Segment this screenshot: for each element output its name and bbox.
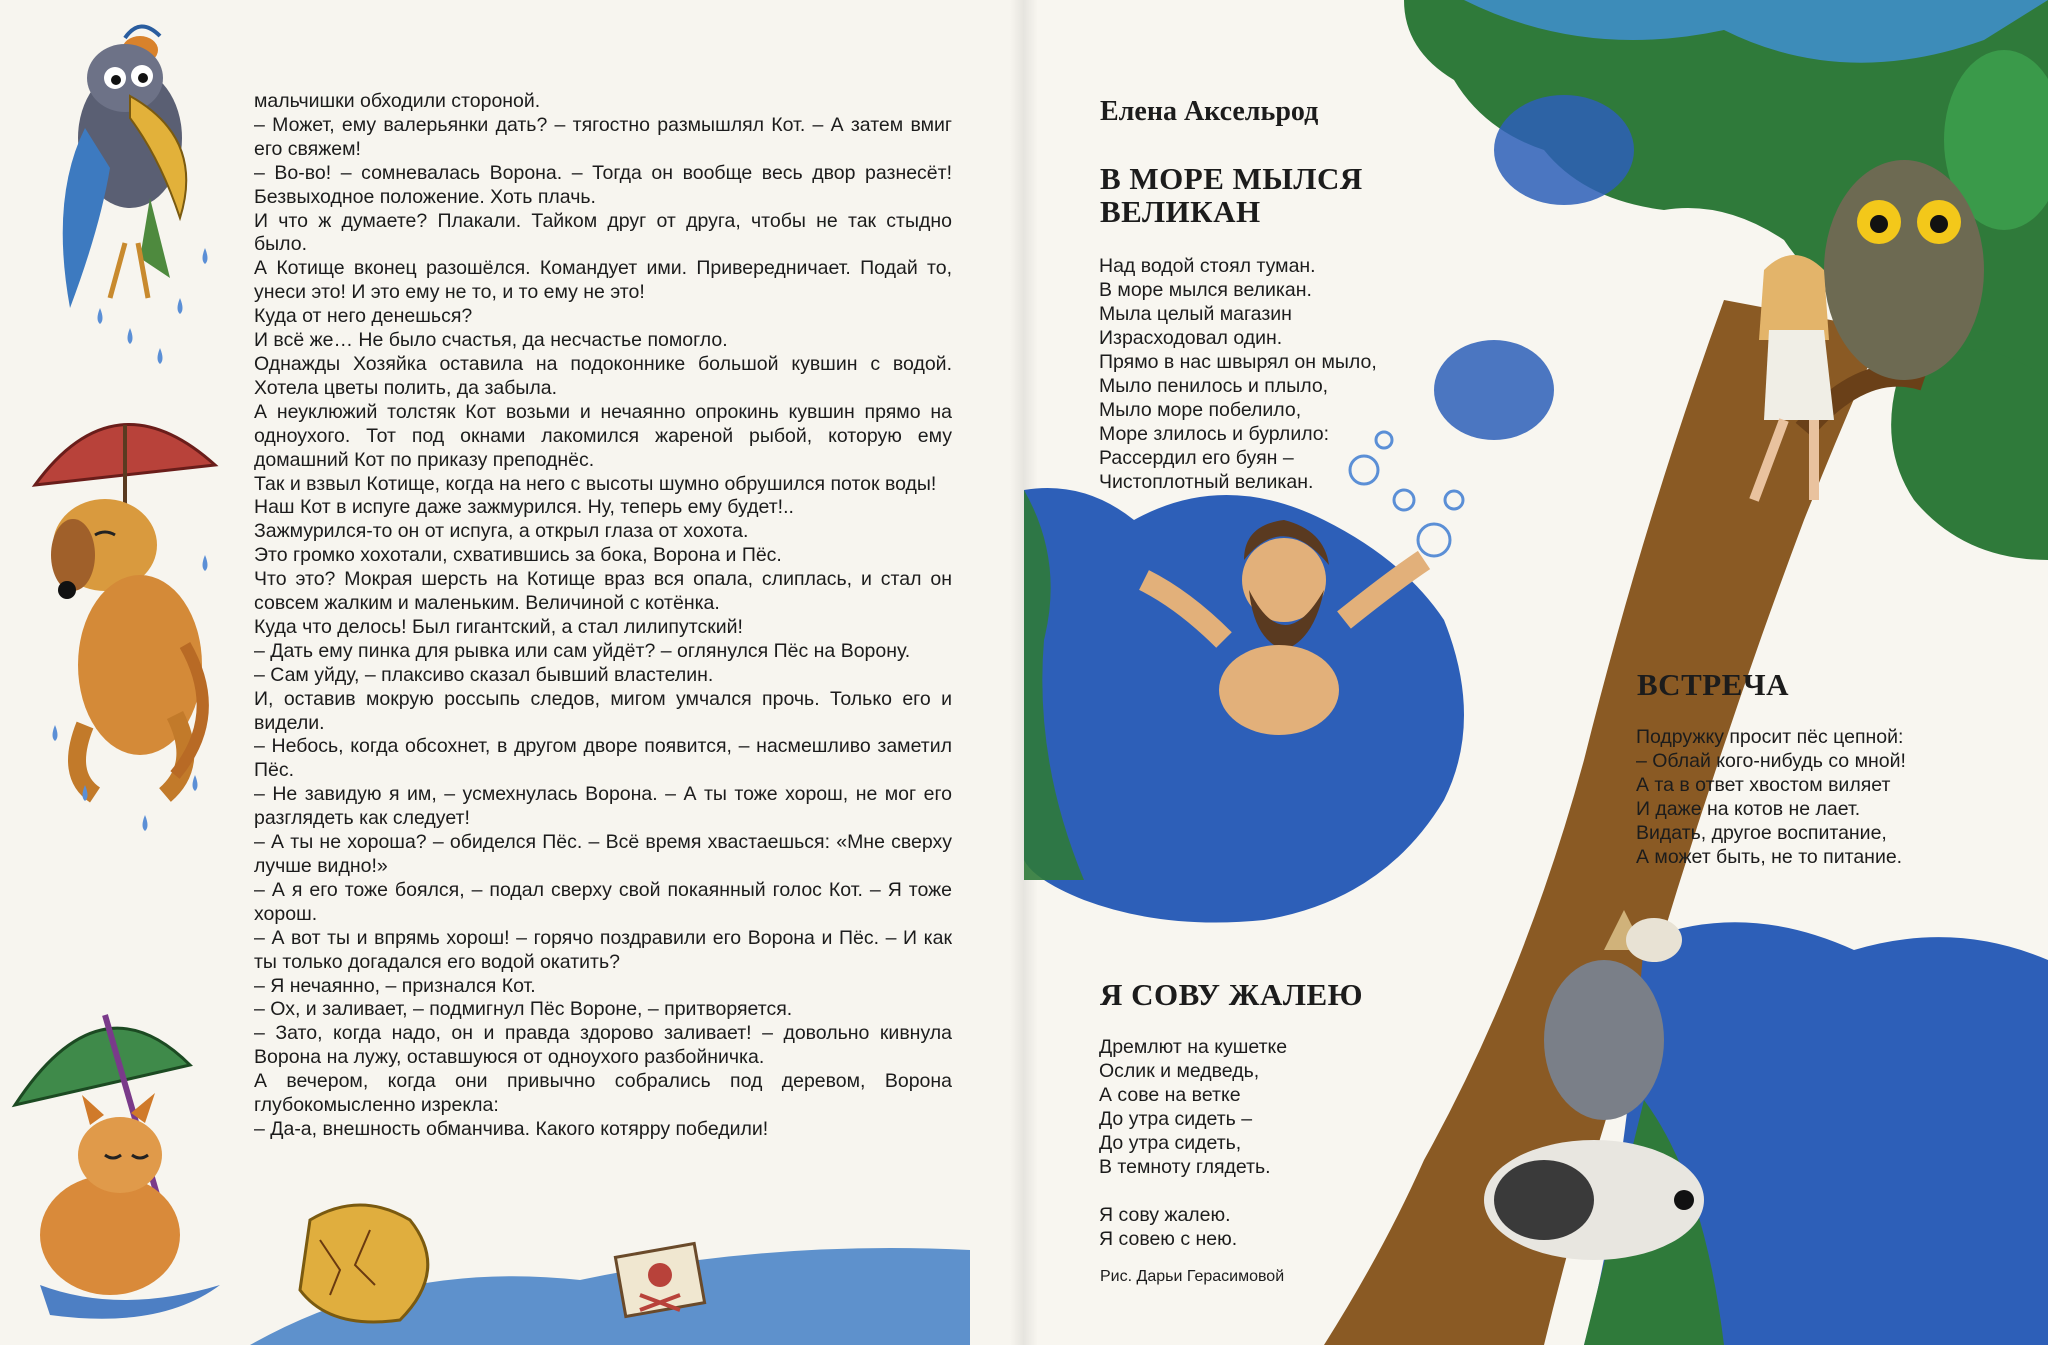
paragraph: – А ты не хороша? – обиделся Пёс. – Всё время хвастаешься: «Мне сверху лучше видно!»: [254, 831, 952, 877]
paragraph: – А я его тоже боялся, – подал сверху свой покаянный голос Кот. – Я тоже хорош.: [254, 878, 952, 925]
paragraph: Куда что делось! Был гигантский, а стал лилипутский!: [254, 615, 743, 638]
poem-text: [1636, 725, 1906, 869]
paragraph: Зажмурился-то он от испуга, а открыл глаза от хохота.: [254, 520, 749, 543]
paragraph: – А вот ты и впрямь хорош! – горячо поздравили его Ворона и Пёс. – И как ты только догадался его водой окатить?: [254, 926, 952, 973]
author-name: Елена Аксельрод: [1100, 96, 1319, 127]
poem-text: [1099, 1035, 1287, 1251]
poem-title: В МОРЕ МЫЛСЯ ВЕЛИКАН: [1100, 161, 1363, 229]
poem-line: А может быть, не то питание.: [1636, 846, 1903, 868]
paragraph: Это громко хохотали, схватившись за бока, Ворона и Пёс.: [254, 544, 782, 567]
illustrator-credit: Рис. Дарьи Герасимовой: [1100, 1268, 1285, 1285]
poem-line: Море злилось и бурлило:: [1099, 423, 1330, 445]
poem-line: Дремлют на кушетке: [1099, 1036, 1288, 1058]
poem-line: В море мылся великан.: [1099, 279, 1312, 301]
paragraph: – Да-а, внешность обманчива. Какого котярру победили!: [254, 1117, 769, 1140]
poem-line: Видать, другое воспитание,: [1636, 822, 1887, 844]
poem-line: Ослик и медведь,: [1099, 1060, 1260, 1082]
poem-line: Мыла целый магазин: [1099, 303, 1292, 325]
paragraph: – Небось, когда обсохнет, в другом дворе появится, – насмешливо заметил Пёс.: [254, 735, 952, 782]
paragraph: Однажды Хозяйка оставила на подоконнике большой кувшин с водой. Хотела цветы полить, да забыла.: [254, 352, 952, 399]
poem-line: Прямо в нас швырял он мыло,: [1099, 351, 1377, 373]
paragraph: Так и взвыл Котище, когда на него с высоты шумно обрушился поток воды!: [254, 472, 937, 495]
paragraph: А вечером, когда они привычно собрались под деревом, Ворона глубокомысленно изрекла:: [254, 1070, 952, 1117]
poem-line: А сове на ветке: [1099, 1084, 1241, 1106]
paragraph: – Дать ему пинка для рывка или сам уйдёт? – оглянулся Пёс на Ворону.: [254, 639, 911, 662]
poem-line: Я совею с нею.: [1099, 1228, 1238, 1250]
paragraph: – Не завидую я им, – усмехнулась Ворона. – А ты тоже хорош, не мог его разглядеть как следует!: [254, 783, 952, 830]
cat-with-umbrella-illustration: [10, 985, 230, 1335]
paragraph: А Котище вконец разошёлся. Командует ими. Привередничает. Подай то, унеси это! И это ему не то, и то ему не это!: [254, 257, 952, 304]
poem-line: Над водой стоял туман.: [1099, 255, 1316, 277]
spilled-jug-illustration: [250, 1180, 970, 1345]
poem-line: Я сову жалею.: [1099, 1204, 1231, 1226]
paragraph: – Во-во! – сомневалась Ворона. – Тогда он вообще весь двор разнесёт! Безвыходное положение. Хоть плачь.: [254, 161, 952, 208]
poem-line: И даже на котов не лает.: [1636, 798, 1861, 820]
poem-line: – Облай кого-нибудь со мной!: [1636, 750, 1906, 772]
paragraph: Куда от него денешься?: [254, 305, 473, 328]
crow-illustration: [30, 8, 230, 378]
dog-with-umbrella-illustration: [25, 395, 225, 835]
poem-line: А та в ответ хвостом виляет: [1636, 774, 1891, 796]
poem-line: В темноту глядеть.: [1099, 1156, 1271, 1178]
paragraph: – Ох, и заливает, – подмигнул Пёс Вороне, – притворяется.: [254, 998, 793, 1021]
poem-line: Мыло пенилось и плыло,: [1099, 375, 1329, 397]
poem-line: Мыло море побелило,: [1099, 399, 1302, 421]
paragraph: Что это? Мокрая шерсть на Котище враз вся опала, слиплась, и стал он совсем жалким и маленьким. Величиной с котёнка.: [254, 568, 952, 615]
paragraph: – Сам уйду, – плаксиво сказал бывший властелин.: [254, 663, 714, 686]
paragraph: Наш Кот в испуге даже зажмурился. Ну, теперь ему будет!..: [254, 496, 794, 519]
stanza-gap: [1099, 1179, 1287, 1203]
poem-line: До утра сидеть,: [1099, 1132, 1242, 1154]
paragraph: – Я нечаянно, – признался Кот.: [254, 974, 536, 997]
paragraph: И всё же… Не было счастья, да несчастье помогло.: [254, 329, 728, 352]
paragraph: – Зато, когда надо, он и правда здорово заливает! – довольно кивнула Ворона на лужу, оставшуюся от одноухого разбойничка.: [254, 1022, 952, 1069]
poem-title: Я СОВУ ЖАЛЕЮ: [1100, 977, 1364, 1012]
poem-line: Подружку просит пёс цепной:: [1636, 726, 1904, 748]
paragraph: А неуклюжий толстяк Кот возьми и нечаянно опрокинь кувшин прямо на одноухого. Тот под окнами лакомился жареной рыбой, которую ему домашний Кот по приказу преподнёс.: [254, 400, 952, 471]
poem-title: ВСТРЕЧА: [1637, 667, 1789, 702]
poem-line: До утра сидеть –: [1099, 1108, 1253, 1130]
poem-text: [1099, 254, 1377, 494]
story-text: [254, 90, 952, 1142]
paragraph: мальчишки обходили стороной.: [254, 90, 541, 112]
poem-line: Рассердил его буян –: [1099, 447, 1294, 469]
poem-line: Чистоплотный великан.: [1099, 471, 1314, 493]
paragraph: – Может, ему валерьянки дать? – тягостно размышлял Кот. – А затем вмиг его свяжем!: [254, 113, 952, 160]
paragraph: И, оставив мокрую россыпь следов, мигом умчался прочь. Только его и видели.: [254, 687, 952, 734]
paragraph: И что ж думаете? Плакали. Тайком друг от друга, чтобы не так стыдно было.: [254, 209, 952, 256]
poem-line: Израсходовал один.: [1099, 327, 1283, 349]
